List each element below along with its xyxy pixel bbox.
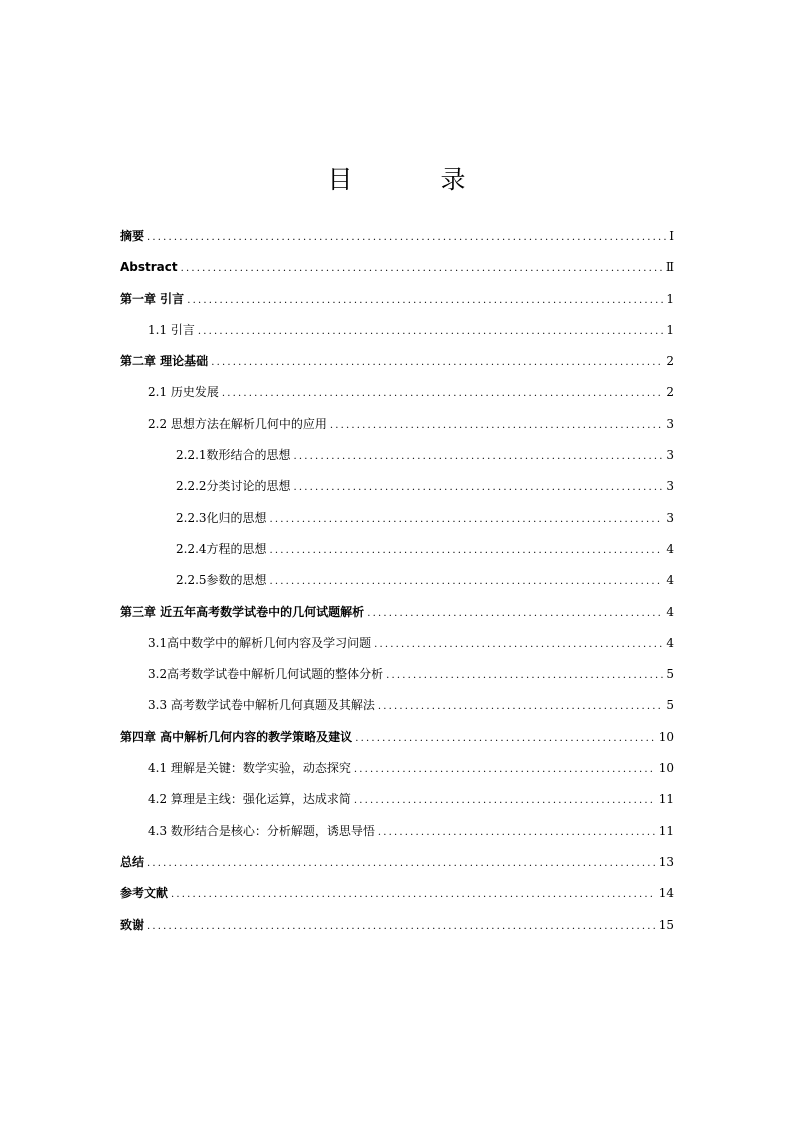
dot-leader [355, 727, 656, 751]
toc-entry-page: 2 [666, 385, 674, 400]
toc-entry-label: 4.3 数形结合是核心：分析解题，诱思导悟 [148, 823, 375, 838]
dot-leader [294, 445, 664, 469]
toc-entry[interactable] [120, 506, 674, 537]
toc-entry[interactable] [120, 662, 674, 693]
dot-leader [374, 633, 663, 657]
toc-entry-label: 2.1 历史发展 [148, 385, 219, 400]
toc-entry-page: 15 [658, 917, 674, 932]
toc-entry-label: 3.2高考数学试卷中解析几何试题的整体分析 [148, 667, 384, 682]
toc-entry-label: 2.2.1数形结合的思想 [176, 448, 291, 463]
toc-entry-page: 2 [666, 354, 674, 369]
toc-entry-page: 4 [666, 635, 674, 650]
toc-entry-label: 第三章 近五年高考数学试卷中的几何试题解析 [120, 604, 365, 619]
toc-entry[interactable] [120, 318, 674, 349]
dot-leader [367, 602, 663, 626]
toc-entry[interactable] [120, 474, 674, 505]
toc-entry[interactable] [120, 224, 674, 255]
toc-entry-page: 4 [666, 573, 674, 588]
toc-entry[interactable] [120, 287, 674, 318]
toc-entry-page: 1 [666, 322, 674, 337]
toc-entry[interactable] [120, 693, 674, 724]
dot-leader [270, 508, 664, 532]
toc-entry-page: 10 [658, 729, 674, 744]
dot-leader [187, 289, 663, 313]
dot-leader [378, 821, 656, 845]
toc-entry-label: 第四章 高中解析几何内容的教学策略及建议 [120, 729, 353, 744]
toc-entry-label: 第二章 理论基础 [120, 354, 209, 369]
dot-leader [181, 257, 663, 281]
toc-entry-label: 4.2 算理是主线：强化运算，达成求简 [148, 792, 351, 807]
toc-entry-label: 致谢 [120, 917, 145, 932]
dot-leader [211, 351, 663, 375]
dot-leader [294, 476, 664, 500]
dot-leader [147, 226, 666, 250]
toc-entry-label: 参考文献 [120, 886, 169, 901]
dot-leader [147, 852, 656, 876]
toc-entry-label: 2.2.3化归的思想 [176, 510, 267, 525]
dot-leader [222, 382, 663, 406]
dot-leader [171, 883, 656, 907]
toc-entry[interactable] [120, 443, 674, 474]
toc-entry-page: 3 [666, 510, 674, 525]
toc-entry-page: 4 [666, 604, 674, 619]
toc-entry-label: 2.2.2分类讨论的思想 [176, 479, 291, 494]
dot-leader [354, 758, 656, 782]
toc-entry-page: 3 [666, 416, 674, 431]
toc-entry-page: 10 [658, 761, 674, 776]
page-title: 目 录 [327, 165, 506, 194]
toc-entry-label: 4.1 理解是关键：数学实验，动态探究 [148, 761, 351, 776]
dot-leader [386, 664, 663, 688]
toc-entry[interactable] [120, 380, 674, 411]
toc-entry[interactable] [120, 537, 674, 568]
dot-leader [270, 570, 664, 594]
toc-entry-label: 摘要 [120, 229, 145, 243]
toc-entry-label: 3.1高中数学中的解析几何内容及学习问题 [148, 635, 372, 650]
toc-entry-page: Ⅰ [669, 229, 674, 243]
toc-entry[interactable] [120, 881, 674, 912]
toc-entry-label: 3.3 高考数学试卷中解析几何真题及其解法 [148, 698, 375, 713]
toc-entry-page: 13 [658, 854, 674, 869]
toc-entry-page: 5 [666, 698, 674, 713]
toc-entry-page: 1 [666, 291, 674, 306]
toc-entry[interactable] [120, 412, 674, 443]
toc-entry[interactable] [120, 568, 674, 599]
toc-entry[interactable] [120, 756, 674, 787]
dot-leader [198, 320, 663, 344]
toc-entry-label: 2.2.5参数的思想 [176, 573, 267, 588]
toc-entry-page: 11 [658, 823, 674, 838]
toc-entry[interactable] [120, 787, 674, 818]
toc-entry-page: 3 [666, 448, 674, 463]
toc-entry-page: 11 [658, 792, 674, 807]
dot-leader [330, 414, 663, 438]
toc-entry[interactable] [120, 819, 674, 850]
toc-entry-page: 5 [666, 667, 674, 682]
table-of-contents [120, 224, 674, 944]
toc-entry[interactable] [120, 255, 674, 286]
toc-entry-page: 14 [658, 886, 674, 901]
toc-entry-label: 总结 [120, 854, 145, 869]
toc-entry-label: 2.2 思想方法在解析几何中的应用 [148, 416, 327, 431]
dot-leader [270, 539, 664, 563]
toc-entry-label: 1.1 引言 [148, 322, 195, 337]
toc-entry-label: 2.2.4方程的思想 [176, 541, 267, 556]
dot-leader [378, 695, 663, 719]
toc-entry-page: 3 [666, 479, 674, 494]
toc-entry-page: 4 [666, 541, 674, 556]
toc-entry[interactable] [120, 725, 674, 756]
toc-entry[interactable] [120, 631, 674, 662]
dot-leader [147, 915, 656, 939]
dot-leader [354, 789, 656, 813]
toc-entry-label: 第一章 引言 [120, 291, 185, 306]
toc-entry[interactable] [120, 349, 674, 380]
toc-entry-label: Abstract [120, 260, 178, 275]
toc-entry[interactable] [120, 913, 674, 944]
toc-entry[interactable] [120, 600, 674, 631]
toc-entry-page: Ⅱ [665, 260, 674, 275]
toc-entry[interactable] [120, 850, 674, 881]
